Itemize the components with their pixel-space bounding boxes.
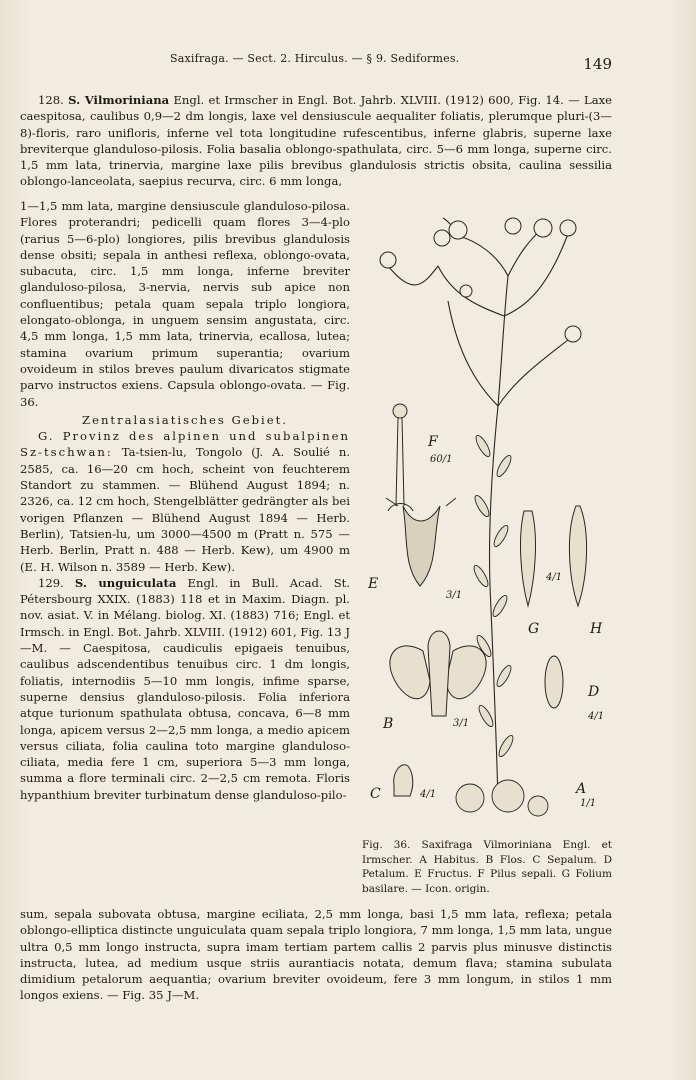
species-128-description-top: — Laxe caespitosa, caulibus 0,9—2 dm longis, laxe vel densiuscule aequaliter foliatis, plerumque pluri-(3—8)-floris, raro unifloris, inferne vel tota longitudine rufescentibus, inferne glabris, superne laxe breviterque glanduloso-pilosis. Folia basalia oblongo-spathulata, circ. 5—6 mm longa, superne circ. 1,5 mm lata, trinervia, margine laxe pilis brevibus glandulosis strictis obsita, caulina sessilia oblongo-lanceolata, saepius recurva, circ. 6 mm longa, [20, 93, 613, 189]
region-heading: Zentralasiatisches Gebiet. [82, 412, 288, 427]
figure-label-D: D [588, 684, 600, 700]
species-129-continuation: sum, sepala subovata obtusa, margine eciliata, 2,5 mm longa, basi 1,5 mm lata, reflexa; petala oblongo-elliptica distincte unguiculata quam sepala triplo longiora, 7 mm longa, 1,5 mm lata, ungue ultra 0,5 mm longo instructa, supra imam tertiam partem callis 2 parvis plus minusve distinctis instructa, lutea, ad medium usque striis aurantiacis notata, demum flava; stamina subulata dimidium petalorum aequantia; ovarium breviter ovoideum, fere 3 mm longum, in stilos 1 mm longos exiens. — Fig. 35 J—M. [20, 907, 612, 1003]
figure-label-B: B [383, 716, 394, 732]
botanical-drawing [358, 206, 614, 831]
species-128-name: S. Vilmoriniana [68, 93, 170, 107]
figure-scale-A: 1/1 [580, 798, 597, 809]
figure-label-H: H [590, 621, 603, 637]
species-128-localities: Ta-tsien-lu, Tongolo (J. A. Soulié n. 2585, ca. 16—20 cm hoch, scheint von feuchterem Standort zu stammen. — Blühend August 1894; n. 2326, ca. 12 cm hoch, Stengelblätter gedrängter als bei vorigen Pflanzen — Blühend August 1894 — Herb. Berlin), Tatsien-lu, um 3000—4500 m (Pratt n. 575 — Herb. Berlin, Pratt n. 488 — Herb. Kew), um 4900 m (E. H. Wilson n. 3589 — Herb. Kew). [20, 445, 350, 574]
species-128-description-narrow: 1—1,5 mm lata, margine densiuscule glanduloso-pilosa. Flores proterandri; pedicelli quam flores 3—4-plo (rarius 5—6-plo) longiores, pilis brevibus glandulosis dense obsiti; sepala in anthesi reflexa, oblongo-ovata, subacuta, circ. 1,5 mm longa, inferne breviter glanduloso-pilosa, 3-nervia, nervis sub apice non confluentibus; petala quam sepala triplo longiora, elongato-oblonga, in unguem sensim angustata, circ. 4,5 mm longa, 1,5 mm lata, trinervia, ecallosa, lutea; stamina ovarium primum superantia; ovarium ovoideum in stilos breves paulum divaricatos stigmate parvo instructos exiens. Capsula oblongo-ovata. — Fig. 36. [20, 199, 350, 409]
figure-scale-E: 3/1 [446, 590, 463, 601]
figure-scale-F: 60/1 [430, 454, 453, 465]
page-number: 149 [583, 55, 612, 73]
species-128-citation: Engl. et Irmscher in Engl. Bot. Jahrb. XLVIII. (1912) 600, Fig. 14. [173, 93, 564, 107]
species-129-number: 129. [38, 575, 64, 590]
figure-36-illustration [358, 206, 614, 831]
species-129-name: S. unguiculata [74, 575, 177, 590]
species-129-description-narrow: — Caespitosa, caudiculis epigaeis tenuibus, caulibus adscendentibus tenuibus circ. 1 dm longis, foliatis, internodiis 5—10 mm longis, infime sparse, superne densius glanduloso-pilosis. Folia inferiora atque turionum spathulata obtusa, concava, 6—8 mm longa, apicem versus 2—2,5 mm longa, a medio apicem versus ciliata, folia caulina toto margine glanduloso-ciliata, media fere 1 cm, superiora 5—3 mm longa, summa a flore terminali circ. 2—2,5 cm remota. Floris hypanthium breviter turbinatum dense glanduloso-pilo- [20, 641, 351, 802]
figure-label-G: G [528, 621, 540, 637]
species-128-number: 128. [38, 93, 64, 107]
figure-label-A: A [576, 781, 587, 797]
figure-caption: Fig. 36. Saxifraga Vilmoriniana Engl. et Irmscher. A Habitus. B Flos. C Sepalum. D Petalum. E Fructus. F Pilus sepali. G Folium basilare. — Icon. origin. [362, 839, 612, 895]
figure-scale-G: 4/1 [546, 572, 563, 583]
species-129-citation: Engl. in Bull. Acad. St. Pétersbourg XXIX. (1883) 118 et in Maxim. Diagn. pl. nov. asiat. V. in Mélang. biolog. XI. (1883) 716; Engl. et Irmsch. in Engl. Bot. Jahrb. XLVIII. (1912) 601, Fig. 13 J—M. [20, 575, 351, 656]
province-label: G. Provinz des alpinen und subalpinen Sz-tschwan: [20, 429, 350, 460]
species-128-intro [20, 92, 612, 190]
running-head: Saxifraga. — Sect. 2. Hirculus. — § 9. Sediformes. [170, 52, 460, 65]
figure-scale-B: 3/1 [453, 718, 470, 729]
figure-label-F: F [428, 434, 438, 450]
figure-label-C: C [370, 786, 381, 802]
figure-scale-D: 4/1 [588, 711, 605, 722]
figure-scale-C: 4/1 [420, 789, 437, 800]
figure-label-E: E [368, 576, 379, 592]
narrow-column [20, 198, 350, 803]
